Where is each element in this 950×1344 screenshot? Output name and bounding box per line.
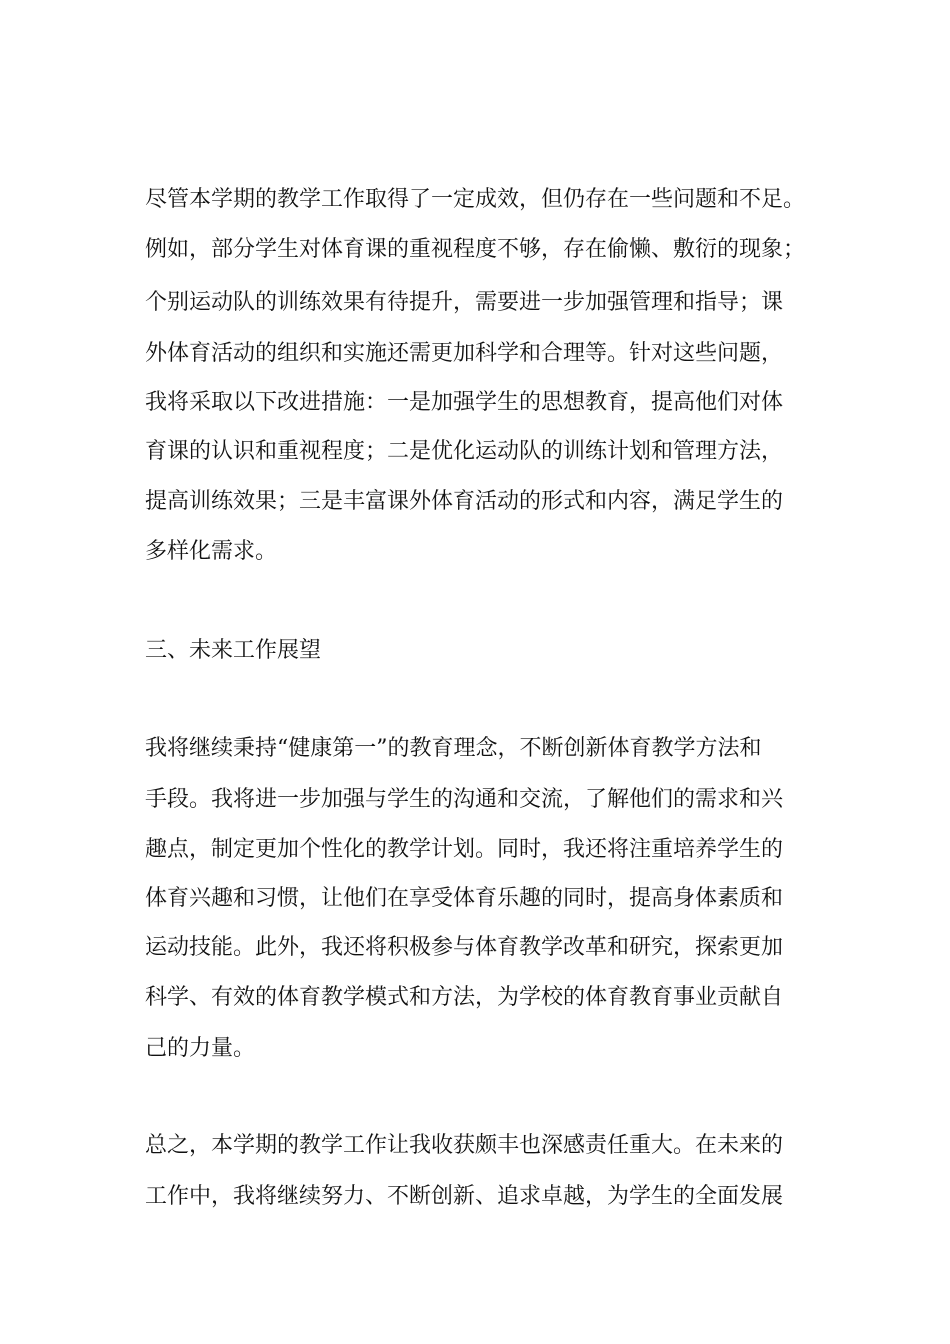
paragraph-line: 育课的认识和重视程度；二是优化运动队的训练计划和管理方法， [145,439,784,464]
paragraph-line: 己的力量。 [145,1036,256,1061]
paragraph-line: 工作中，我将继续努力、不断创新、追求卓越，为学生的全面发展 [145,1184,784,1209]
paragraph-line: 例如，部分学生对体育课的重视程度不够，存在偷懒、敷衍的现象； [145,237,806,262]
paragraph-line: 运动技能。此外，我还将积极参与体育教学改革和研究，探索更加 [145,935,784,960]
paragraph-line: 科学、有效的体育教学模式和方法，为学校的体育教育事业贡献自 [145,985,784,1010]
paragraph-line: 手段。我将进一步加强与学生的沟通和交流，了解他们的需求和兴 [145,787,784,812]
paragraph-line: 我将继续秉持“健康第一”的教育理念，不断创新体育教学方法和 [145,736,762,761]
paragraph-line: 多样化需求。 [145,539,278,564]
paragraph-line: 提高训练效果；三是丰富课外体育活动的形式和内容，满足学生的 [145,489,784,514]
paragraph-line: 总之，本学期的教学工作让我收获颇丰也深感责任重大。在未来的 [145,1133,784,1158]
section-heading: 三、未来工作展望 [145,638,322,663]
paragraph-line: 外体育活动的组织和实施还需更加科学和合理等。针对这些问题， [145,341,784,366]
paragraph-line: 体育兴趣和习惯，让他们在享受体育乐趣的同时，提高身体素质和 [145,886,784,911]
paragraph-line: 趣点，制定更加个性化的教学计划。同时，我还将注重培养学生的 [145,837,784,862]
paragraph-line: 个别运动队的训练效果有待提升，需要进一步加强管理和指导；课 [145,290,784,315]
paragraph-line: 我将采取以下改进措施：一是加强学生的思想教育，提高他们对体 [145,390,784,415]
paragraph-line: 尽管本学期的教学工作取得了一定成效，但仍存在一些问题和不足。 [145,187,806,212]
